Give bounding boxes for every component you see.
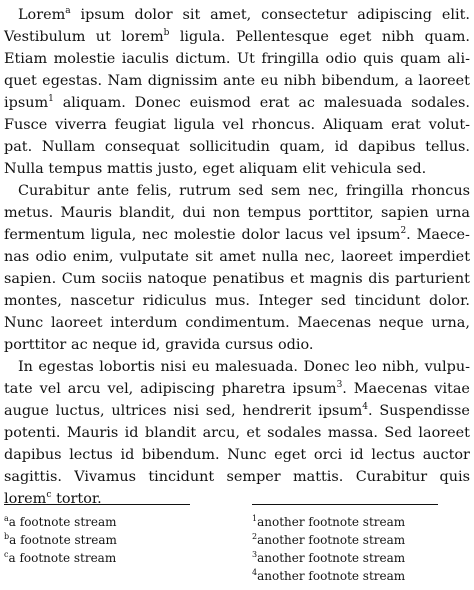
word: mus. bbox=[215, 293, 250, 309]
word: mattis. bbox=[293, 469, 344, 485]
word: rhoncus bbox=[411, 183, 470, 199]
word: Ut bbox=[236, 51, 255, 67]
word: dictum. bbox=[175, 51, 231, 67]
text-line bbox=[4, 114, 470, 136]
word: parturient bbox=[395, 271, 470, 287]
word: Nam bbox=[107, 73, 143, 89]
word: iaculis bbox=[121, 51, 169, 67]
word: id bbox=[349, 447, 364, 463]
word: bibendum. bbox=[142, 447, 220, 463]
word: et bbox=[246, 425, 261, 441]
footnote-mark: 1 bbox=[252, 514, 258, 523]
word: erat bbox=[391, 117, 421, 133]
footnote-item bbox=[252, 567, 442, 585]
word: malesuada bbox=[323, 95, 403, 111]
word: arcu bbox=[67, 381, 101, 397]
text-line bbox=[4, 136, 470, 158]
word: dolor bbox=[134, 7, 173, 23]
word: Vestibulum bbox=[4, 29, 86, 45]
footnote-marker[interactable]: c bbox=[46, 490, 52, 500]
word: Donec bbox=[303, 359, 350, 375]
text-line bbox=[4, 422, 470, 444]
word: lectus bbox=[69, 447, 113, 463]
word: penatibus bbox=[212, 271, 285, 287]
footnote-marker[interactable]: b bbox=[163, 28, 170, 38]
word: Mauris bbox=[60, 205, 112, 221]
word: nas bbox=[4, 249, 30, 265]
word: ipsum$^2$. bbox=[356, 226, 411, 243]
word: mattis bbox=[106, 161, 153, 177]
word: metus. bbox=[4, 205, 54, 221]
word: interdum bbox=[110, 315, 178, 331]
word: elit bbox=[302, 161, 326, 177]
word: Suspendisse bbox=[379, 403, 470, 419]
word: quis bbox=[363, 51, 394, 67]
paragraph bbox=[4, 356, 470, 510]
word: sollicitudin bbox=[189, 139, 270, 155]
word: tortor. bbox=[56, 491, 102, 507]
word: adipiscing bbox=[140, 381, 215, 397]
word: sit bbox=[182, 7, 201, 23]
word: quam. bbox=[424, 29, 470, 45]
word: molestie bbox=[53, 51, 116, 67]
text-line bbox=[4, 158, 470, 180]
text-line bbox=[4, 224, 470, 246]
word: sed. bbox=[396, 161, 427, 177]
word: dapibus bbox=[4, 447, 62, 463]
word: sed bbox=[320, 293, 347, 309]
text-line bbox=[4, 92, 470, 114]
word: lobortis bbox=[99, 359, 156, 375]
word: blandit, bbox=[119, 205, 176, 221]
text-line bbox=[4, 202, 470, 224]
word: orci bbox=[313, 447, 343, 463]
word: aliquam. bbox=[62, 95, 126, 111]
word: Pellentesque bbox=[235, 29, 329, 45]
word: ipsum$^4$. bbox=[318, 402, 373, 419]
word: lorem$^b$ bbox=[121, 28, 170, 45]
word: potenti. bbox=[4, 425, 61, 441]
word: laoreet bbox=[418, 73, 470, 89]
word: nec bbox=[142, 227, 168, 243]
word: nisi bbox=[160, 359, 187, 375]
footnote-text: another footnote stream bbox=[257, 533, 406, 547]
word: sit bbox=[195, 249, 213, 265]
text-line bbox=[4, 4, 470, 26]
word: id bbox=[334, 139, 349, 155]
word: euismod bbox=[189, 95, 251, 111]
word: Curabitur bbox=[355, 469, 428, 485]
text-line bbox=[4, 444, 470, 466]
word: ipsum bbox=[80, 7, 125, 23]
word: pat. bbox=[4, 139, 33, 155]
footnote-item bbox=[252, 531, 442, 549]
word: auctor bbox=[422, 447, 470, 463]
word: ali- bbox=[447, 51, 470, 67]
word: blandit bbox=[144, 425, 197, 441]
word: tempus bbox=[247, 205, 302, 221]
word: aliquam bbox=[239, 161, 298, 177]
footnote-mark: 3 bbox=[252, 550, 258, 559]
word: laoreet bbox=[341, 249, 393, 265]
footnote-mark: c bbox=[4, 550, 9, 559]
word: ultrices bbox=[111, 403, 167, 419]
word: ante bbox=[96, 183, 130, 199]
word: amet bbox=[219, 249, 256, 265]
word: adipiscing bbox=[357, 7, 432, 23]
word: nec, bbox=[304, 249, 335, 265]
word: consectetur bbox=[261, 7, 348, 23]
text-line bbox=[4, 312, 470, 334]
word: Aliquam bbox=[322, 117, 384, 133]
word: porttitor bbox=[4, 337, 67, 353]
word: justo, bbox=[157, 161, 198, 177]
word: odio bbox=[35, 249, 67, 265]
word: Nunc bbox=[227, 447, 267, 463]
word: In bbox=[18, 359, 33, 375]
word: imperdiet bbox=[399, 249, 470, 265]
word: neque bbox=[378, 315, 424, 331]
word: tellus. bbox=[425, 139, 470, 155]
footnote-text: a footnote stream bbox=[9, 533, 117, 547]
text-line bbox=[4, 378, 470, 400]
word: Vivamus bbox=[74, 469, 137, 485]
word: augue bbox=[4, 403, 49, 419]
word: sociis bbox=[101, 271, 143, 287]
word: tempus bbox=[48, 161, 103, 177]
word: id bbox=[124, 425, 139, 441]
word: cursus bbox=[225, 337, 274, 353]
word: volut- bbox=[428, 117, 470, 133]
word: sodales. bbox=[411, 95, 470, 111]
footnote-item bbox=[4, 513, 194, 531]
word: consequat bbox=[104, 139, 180, 155]
word: vitae bbox=[434, 381, 470, 397]
word: eu bbox=[191, 359, 210, 375]
word: eget bbox=[339, 29, 372, 45]
word: ipsum$^1$ bbox=[4, 94, 54, 111]
text-line bbox=[4, 290, 470, 312]
word: enim, bbox=[72, 249, 114, 265]
word: non bbox=[212, 205, 241, 221]
word: nec, bbox=[308, 183, 339, 199]
word: lectus bbox=[371, 447, 415, 463]
word: semper bbox=[226, 469, 281, 485]
word: dis bbox=[368, 271, 390, 287]
word: urna bbox=[435, 205, 470, 221]
word: lorem$^c$ bbox=[4, 490, 52, 507]
word: Fusce bbox=[4, 117, 48, 133]
word: quam, bbox=[279, 139, 325, 155]
footnote-text: a footnote stream bbox=[8, 515, 117, 529]
footnote-marker[interactable]: 2 bbox=[400, 226, 407, 236]
word: ante bbox=[223, 73, 256, 89]
word: quet bbox=[4, 73, 37, 89]
word: leo bbox=[354, 359, 377, 375]
paragraph bbox=[4, 4, 470, 180]
word: ligula, bbox=[90, 227, 137, 243]
footnote-text: another footnote stream bbox=[257, 515, 406, 529]
word: Lorem$^a$ bbox=[18, 6, 71, 23]
word: dapibus bbox=[358, 139, 416, 155]
word: odio bbox=[325, 51, 357, 67]
footnote-marker[interactable]: 4 bbox=[362, 402, 368, 412]
footnote-mark: 4 bbox=[252, 568, 258, 577]
word: id, bbox=[141, 337, 161, 353]
word: eget bbox=[274, 447, 307, 463]
word: Sed bbox=[384, 425, 412, 441]
word: nisi bbox=[173, 403, 200, 419]
text-line bbox=[4, 356, 470, 378]
footnote-column-alpha bbox=[4, 504, 194, 567]
word: Integer bbox=[258, 293, 313, 309]
word: vel bbox=[329, 227, 351, 243]
text-line bbox=[4, 246, 470, 268]
word: porttitor, bbox=[308, 205, 374, 221]
word: Donec bbox=[134, 95, 181, 111]
footnote-item bbox=[4, 531, 194, 549]
word: nibh bbox=[283, 73, 317, 89]
word: nibh bbox=[381, 29, 415, 45]
word: amet, bbox=[210, 7, 252, 23]
word: rhoncus. bbox=[251, 117, 316, 133]
text-line bbox=[4, 70, 470, 92]
footnote-item bbox=[252, 513, 442, 531]
word: Curabitur bbox=[18, 183, 90, 199]
word: magnis bbox=[309, 271, 363, 287]
text-line bbox=[4, 48, 470, 70]
word: ut bbox=[95, 29, 111, 45]
word: ligula. bbox=[179, 29, 226, 45]
footnotes-area bbox=[4, 504, 470, 590]
word: dolor. bbox=[428, 293, 470, 309]
text-line bbox=[4, 268, 470, 290]
word: sed bbox=[238, 183, 264, 199]
word: nascetur bbox=[70, 293, 135, 309]
word: egestas bbox=[38, 359, 94, 375]
word: nulla bbox=[261, 249, 299, 265]
word: sed, bbox=[205, 403, 236, 419]
word: odio. bbox=[278, 337, 314, 353]
text-line bbox=[4, 180, 470, 202]
word: dolor bbox=[241, 227, 280, 243]
word: ligula bbox=[173, 117, 215, 133]
word: feugiat bbox=[114, 117, 166, 133]
word: fringilla bbox=[261, 51, 320, 67]
word: massa. bbox=[327, 425, 378, 441]
word: Cum bbox=[61, 271, 96, 287]
word: Maecenas bbox=[353, 381, 428, 397]
footnote-item bbox=[4, 549, 194, 567]
word: tate bbox=[4, 381, 33, 397]
word: egestas. bbox=[42, 73, 103, 89]
word: a bbox=[404, 73, 414, 89]
word: bibendum, bbox=[321, 73, 400, 89]
footnote-marker[interactable]: a bbox=[65, 6, 71, 16]
word: vulpu- bbox=[424, 359, 470, 375]
footnote-marker[interactable]: 3 bbox=[336, 380, 343, 390]
text-line bbox=[4, 400, 470, 422]
word: Nullam bbox=[41, 139, 96, 155]
word: gravida bbox=[165, 337, 221, 353]
word: quis bbox=[439, 469, 470, 485]
paragraph bbox=[4, 180, 470, 356]
word: laoreet bbox=[50, 315, 103, 331]
word: et bbox=[290, 271, 305, 287]
footnote-item bbox=[252, 549, 442, 567]
word: quam bbox=[400, 51, 441, 67]
word: elit. bbox=[441, 7, 470, 23]
footnote-rule bbox=[4, 504, 190, 505]
footnote-text: another footnote stream bbox=[257, 569, 406, 583]
word: fringilla bbox=[346, 183, 404, 199]
word: luctus, bbox=[55, 403, 105, 419]
word: Mauris bbox=[66, 425, 119, 441]
word: ridiculus bbox=[142, 293, 207, 309]
footnote-mark: b bbox=[4, 532, 10, 541]
footnote-rule bbox=[252, 504, 438, 505]
text-line bbox=[4, 334, 470, 356]
word: natoque bbox=[147, 271, 207, 287]
word: id bbox=[120, 447, 135, 463]
word: vulputate bbox=[119, 249, 189, 265]
text-line bbox=[4, 466, 470, 488]
word: Nulla bbox=[4, 161, 44, 177]
word: Maecenas bbox=[297, 315, 372, 331]
word: felis, bbox=[136, 183, 172, 199]
word: viverra bbox=[55, 117, 107, 133]
word: Etiam bbox=[4, 51, 48, 67]
word: eu bbox=[260, 73, 279, 89]
word: sem bbox=[271, 183, 301, 199]
word: hendrerit bbox=[242, 403, 312, 419]
footnote-text: a footnote stream bbox=[8, 551, 117, 565]
word: ipsum$^3$. bbox=[292, 380, 347, 397]
word: erat bbox=[259, 95, 290, 111]
word: vehicula bbox=[330, 161, 392, 177]
footnote-text: another footnote stream bbox=[257, 551, 406, 565]
word: tincidunt bbox=[354, 293, 421, 309]
word: tincidunt bbox=[148, 469, 215, 485]
word: rutrum bbox=[179, 183, 231, 199]
word: arcu, bbox=[202, 425, 240, 441]
word: dui bbox=[182, 205, 206, 221]
word: ac bbox=[71, 337, 88, 353]
word: montes, bbox=[4, 293, 62, 309]
word: sapien bbox=[381, 205, 429, 221]
word: laoreet bbox=[418, 425, 470, 441]
word: sapien. bbox=[4, 271, 57, 287]
body-text bbox=[4, 4, 470, 510]
word: urna, bbox=[431, 315, 470, 331]
word: pharetra bbox=[221, 381, 286, 397]
word: vel, bbox=[107, 381, 134, 397]
word: ac bbox=[298, 95, 315, 111]
word: vel bbox=[222, 117, 244, 133]
footnote-column-numeric bbox=[252, 504, 442, 585]
word: molestie bbox=[173, 227, 236, 243]
word: nibh, bbox=[382, 359, 420, 375]
word: condimentum. bbox=[185, 315, 290, 331]
word: fermentum bbox=[4, 227, 85, 243]
word: eget bbox=[202, 161, 235, 177]
footnote-mark: 2 bbox=[252, 532, 258, 541]
word: sodales bbox=[267, 425, 322, 441]
word: vel bbox=[39, 381, 61, 397]
text-line bbox=[4, 26, 470, 48]
footnote-marker[interactable]: 1 bbox=[48, 94, 54, 104]
word: Nunc bbox=[4, 315, 44, 331]
word: Maece- bbox=[416, 227, 470, 243]
word: sagittis. bbox=[4, 469, 62, 485]
word: lacus bbox=[285, 227, 324, 243]
footnote-mark: a bbox=[4, 514, 9, 523]
word: dignissim bbox=[147, 73, 218, 89]
word: malesuada. bbox=[215, 359, 299, 375]
word: neque bbox=[92, 337, 138, 353]
